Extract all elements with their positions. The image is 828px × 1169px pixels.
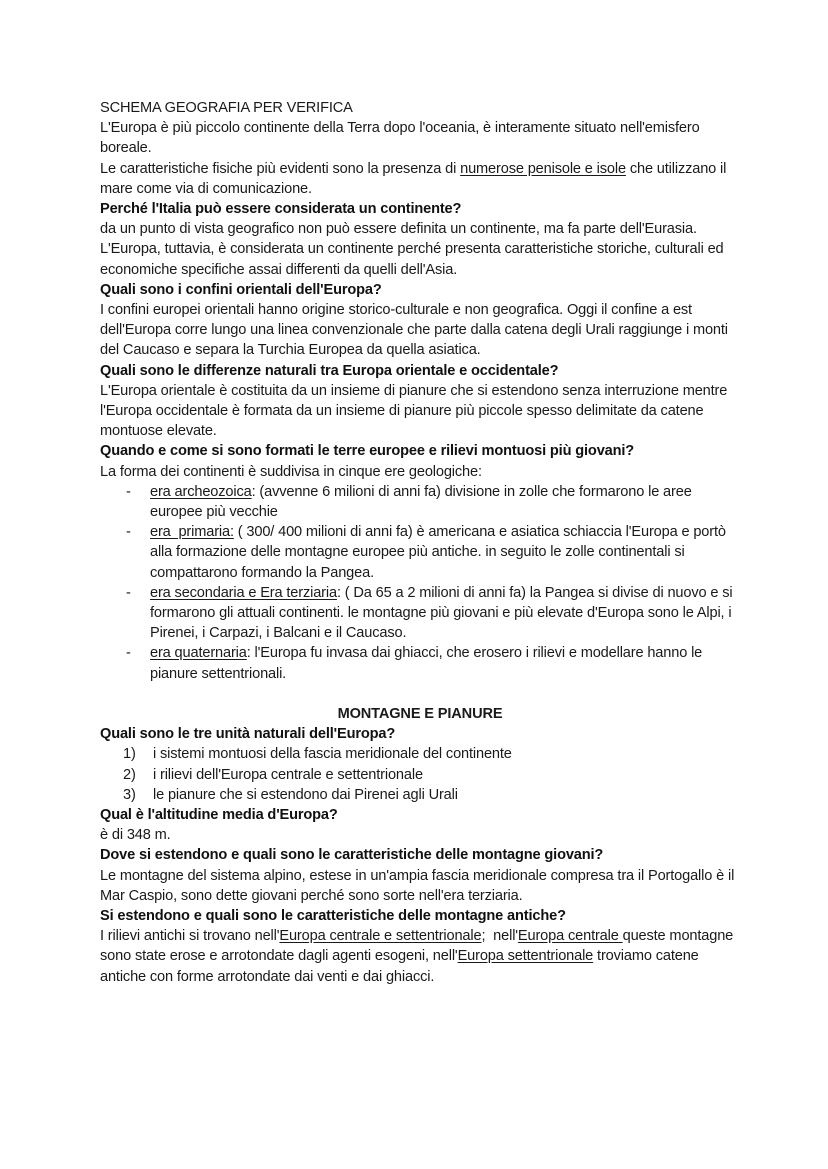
underlined-text: Europa centrale (517, 928, 623, 945)
question-heading: Quali sono le tre unità naturali dell'Europa? (100, 726, 396, 743)
list-item (100, 765, 740, 785)
text-run: troviamo catene antiche con forme arrotondate dai venti e dai ghiacci. (100, 948, 699, 985)
era-name: era quaternaria (150, 645, 247, 662)
era-text: ( 300/ 400 milioni di anni fa) è americana e asiatica schiaccia l'Europa e portò alla formazione delle montagne europee più antiche. in seguito le zolle continentali si compattarono formando la Pangea. (150, 524, 726, 581)
question-heading: Quali sono le differenze naturali tra Europa orientale e occidentale? (100, 362, 559, 379)
list-item (100, 522, 740, 583)
list-number: 3) (123, 786, 136, 803)
answer-paragraph: L'Europa orientale è costituita da un insieme di pianure che si estendono senza interruzione mentre l'Europa occidentale è formata da un insieme di pianure più piccole spesso delimitate da catene montuose elevate. (100, 382, 728, 440)
list-item (100, 785, 740, 805)
question-heading: Qual è l'altitudine media d'Europa? (100, 806, 338, 823)
underlined-text: Europa centrale e settentrionale (279, 928, 482, 945)
answer-paragraph: La forma dei continenti è suddivisa in cinque ere geologiche: (100, 463, 482, 480)
text-run: Le caratteristiche fisiche più evidenti sono la presenza di (100, 160, 461, 177)
question-heading: Perché l'Italia può essere considerata un continente? (100, 201, 462, 218)
underlined-text: Europa settentrionale (457, 948, 594, 965)
intro-paragraph: L'Europa è più piccolo continente della Terra dopo l'oceania, è interamente situato nell'emisfero boreale. (100, 120, 700, 157)
era-text: : (avvenne 6 milioni di anni fa) divisione in zolle che formarono le aree europee più vecchie (150, 483, 692, 521)
list-item (100, 583, 740, 644)
answer-paragraph: da un punto di vista geografico non può essere definita un continente, ma fa parte dell'Eurasia. (100, 221, 697, 238)
question-heading: Quando e come si sono formati le terre europee e rilievi montuosi più giovani? (100, 443, 635, 460)
list-number: 2) (123, 766, 136, 783)
text-run: queste montagne sono state erose e arrotondate dagli agenti esogeni, nell' (100, 928, 734, 965)
answer-paragraph (100, 926, 740, 987)
era-text: : l'Europa fu invasa dai ghiacci, che erosero i rilievi e modellare hanno le pianure settentrionali. (150, 645, 703, 682)
text-run: che utilizzano il mare come via di comunicazione. (100, 160, 727, 197)
list-item (100, 643, 740, 683)
dash-bullet-icon: - (126, 645, 131, 662)
answer-paragraph: L'Europa, tuttavia, è considerata un continente perché presenta caratteristiche storiche, culturali ed economiche specifiche assai differenti da quelli dell'Asia. (100, 241, 724, 278)
text-run: ; nell' (481, 928, 518, 945)
era-text: : ( Da 65 a 2 milioni di anni fa) la Pangea si divise di nuovo e si formarono gli attuali continenti. le montagne più giovani e più elevate d'Europa sono le Alpi, i Pirenei, i Carpazi, i Balcani e il Caucaso. (150, 584, 733, 642)
dash-bullet-icon: - (126, 584, 131, 601)
intro-paragraph-2 (100, 159, 740, 199)
text-run: I rilievi antichi si trovano nell' (100, 928, 280, 945)
list-text: i sistemi montuosi della fascia meridionale del continente (153, 746, 512, 763)
answer-paragraph: I confini europei orientali hanno origine storico-culturale e non geografica. Oggi il confine a est dell'Europa corre lungo una linea convenzionale che parte dalla catena degli Urali raggiunge i monti del Caucaso e separa la Turchia Europea da quella asiatica. (100, 302, 728, 359)
section-title: MONTAGNE E PIANURE (337, 705, 503, 722)
dash-bullet-icon: - (126, 483, 131, 500)
question-heading: Dove si estendono e quali sono le caratteristiche delle montagne giovani? (100, 847, 604, 864)
document-page (100, 98, 740, 987)
answer-paragraph: è di 348 m. (100, 827, 171, 844)
question-heading: Quali sono i confini orientali dell'Europa? (100, 281, 382, 298)
era-list (100, 482, 740, 684)
list-item (100, 482, 740, 522)
era-name: era archeozoica (150, 483, 252, 500)
document-title: SCHEMA GEOGRAFIA PER VERIFICA (100, 100, 353, 116)
era-name: era secondaria e Era terziaria (150, 584, 337, 601)
list-text: le pianure che si estendono dai Pirenei agli Urali (153, 786, 458, 803)
list-number: 1) (123, 746, 136, 763)
list-item (100, 744, 740, 764)
dash-bullet-icon: - (126, 524, 131, 541)
answer-paragraph: Le montagne del sistema alpino, estese in un'ampia fascia meridionale compresa tra il Portogallo è il Mar Caspio, sono dette giovani perché sono sorte nell'era terziaria. (100, 867, 735, 904)
era-name: era primaria: (150, 524, 234, 541)
question-heading: Si estendono e quali sono le caratteristiche delle montagne antiche? (100, 907, 566, 924)
list-text: i rilievi dell'Europa centrale e settentrionale (153, 766, 423, 783)
underlined-text: numerose penisole e isole (460, 160, 626, 177)
numbered-list (100, 744, 740, 805)
